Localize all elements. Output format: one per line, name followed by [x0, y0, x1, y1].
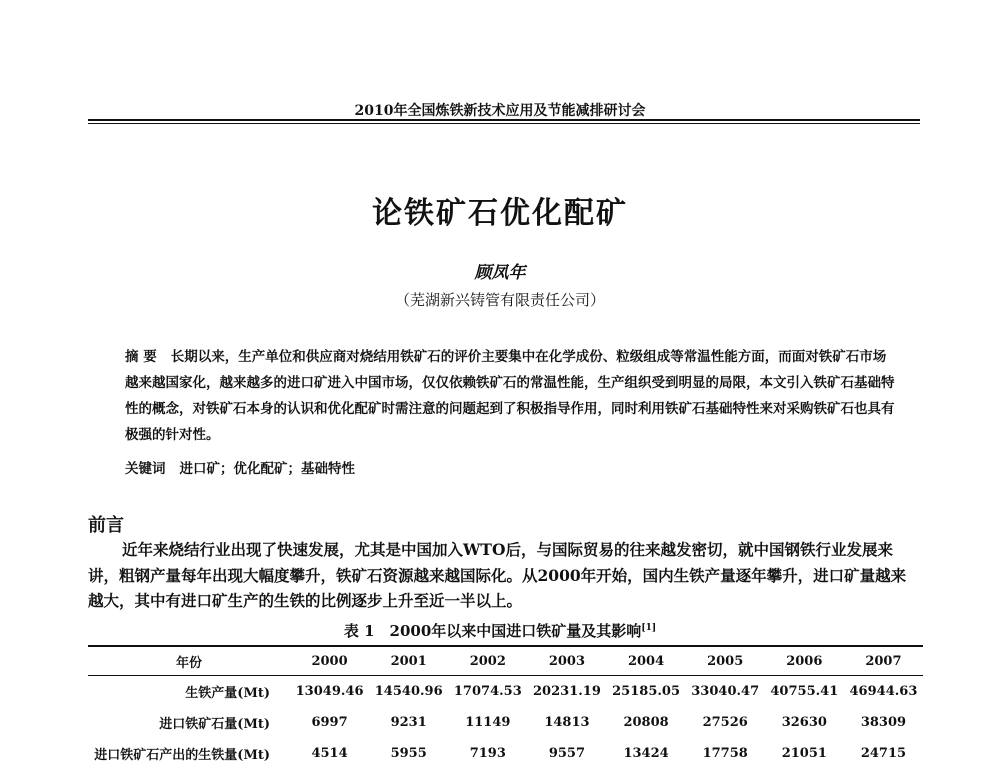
abstract-label: 摘 要 — [125, 349, 157, 365]
table-cell: 17074.53 — [453, 684, 522, 699]
table-cell: 24715 — [860, 746, 907, 761]
abstract-text: 长期以来，生产单位和供应商对烧结用铁矿石的评价主要集中在化学成份、粒级组成等常温性能方面，而面对铁矿石市场越来越国家化，越来越多的进口矿进入中国市场，仅仅依赖铁矿石的常温性能，生产组织受到明显的局限，本文引入铁矿石基础特性的概念，对铁矿石本身的认识和优化配矿时需注意的问题起到了积极指导作用，同时利用铁矿石基础特性来对采购铁矿石也具有极强的针对性。 — [125, 349, 895, 443]
row-label: 进口铁矿石产出的生铁量(Mt) — [94, 748, 270, 763]
author-affiliation: （芜湖新兴铸管有限责任公司） — [394, 291, 605, 309]
conference-header: 2010年全国炼铁新技术应用及节能减排研讨会 — [354, 103, 646, 119]
header-cell-year: 2003 — [548, 653, 586, 669]
data-table — [88, 645, 923, 769]
table-cell: 7193 — [469, 746, 506, 761]
body-paragraph: 近年来烧结行业出现了快速发展，尤其是中国加入WTO后，与国际贸易的往来越发密切，就中国钢铁行业发展来讲，粗钢产量每年出现大幅度攀升，铁矿石资源越来越国际化。从2000年开始，国内生铁产量逐年攀升，进口矿量越来越大，其中有进口矿生产的生铁的比例逐步上升至近一半以上。 — [88, 540, 907, 610]
row-label: 生铁产量(Mt) — [185, 686, 270, 701]
header-cell-year: 2000 — [311, 653, 348, 669]
header-rule-thick — [88, 119, 920, 121]
table-row — [88, 676, 923, 708]
header-cell-year-label: 年份 — [175, 655, 202, 671]
header-cell-year: 2005 — [707, 653, 744, 669]
table-cell: 27526 — [702, 715, 748, 730]
author-name: 顾凤年 — [474, 263, 526, 283]
header-rule-thin — [88, 123, 920, 124]
paper-title: 论铁矿石优化配矿 — [372, 196, 628, 231]
table-cell: 14813 — [544, 715, 590, 730]
header-cell-year: 2006 — [786, 653, 823, 669]
header-cell-year: 2001 — [390, 653, 427, 669]
table-cell: 13049.46 — [295, 684, 364, 699]
abstract-block — [125, 344, 895, 448]
table-cell: 33040.47 — [691, 684, 760, 699]
table-caption — [0, 620, 1000, 641]
table-cell: 17758 — [702, 746, 748, 761]
table-cell: 13424 — [623, 746, 669, 761]
section-heading: 前言 — [88, 515, 124, 536]
table-caption-text: 表 1 2000年以来中国进口铁矿量及其影响 — [343, 622, 642, 640]
table-caption-ref: [1] — [641, 623, 657, 633]
table-cell: 25185.05 — [612, 684, 680, 699]
table-cell: 32630 — [781, 715, 827, 730]
table-cell: 9231 — [390, 715, 427, 730]
header-cell-year: 2002 — [469, 653, 506, 669]
keywords-text: 进口矿；优化配矿；基础特性 — [179, 461, 355, 477]
table-header-row — [88, 646, 923, 676]
table-cell: 40755.41 — [770, 684, 839, 699]
table-cell: 5955 — [390, 746, 427, 761]
table-cell: 38309 — [860, 715, 907, 730]
table-cell: 21051 — [781, 746, 827, 761]
table-cell: 6997 — [311, 715, 348, 730]
table-cell: 20231.19 — [533, 684, 601, 699]
table-cell: 11149 — [465, 715, 511, 730]
table-cell: 4514 — [311, 746, 348, 761]
header-cell-year: 2007 — [865, 653, 902, 669]
keywords-label: 关键词 — [125, 461, 166, 477]
table-cell: 9557 — [548, 746, 586, 761]
row-label: 进口铁矿石量(Mt) — [159, 717, 270, 732]
table-cell: 14540.96 — [374, 684, 443, 699]
table-cell: 46944.63 — [849, 684, 918, 699]
table-cell: 20808 — [623, 715, 669, 730]
table-row — [88, 738, 923, 769]
keywords-block — [125, 457, 895, 477]
header-cell-year: 2004 — [627, 653, 665, 669]
table-row — [88, 707, 923, 738]
data-table-wrapper — [88, 645, 923, 769]
